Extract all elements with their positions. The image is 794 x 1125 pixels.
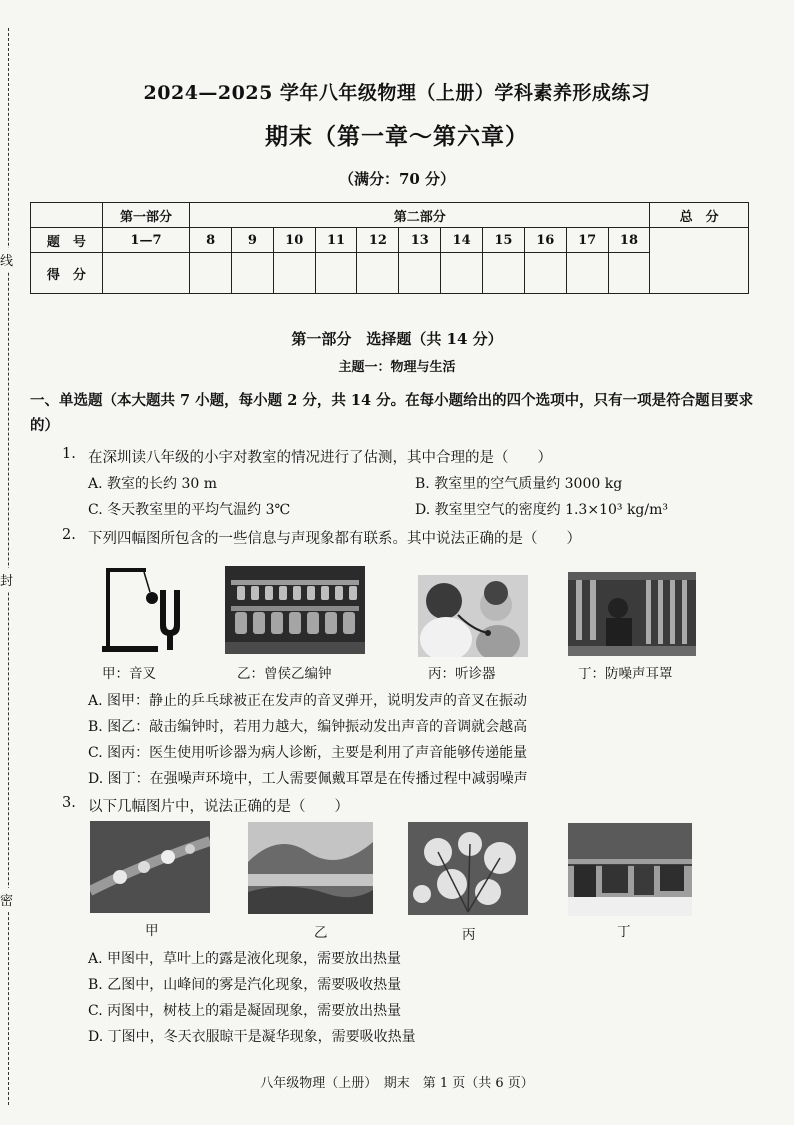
q3-option-d[interactable]: D. 丁图中，冬天衣服晾干是凝华现象，需要吸收热量 bbox=[88, 1029, 416, 1045]
section-instructions: 一、单选题（本大题共 7 小题，每小题 2 分，共 14 分。在每小题给出的四个选项中，只有一项是符合题目要求的） bbox=[30, 392, 754, 434]
q2-option-a[interactable]: A. 图甲：静止的乒乓球被正在发声的音叉弹开，说明发声的音叉在振动 bbox=[88, 693, 528, 709]
q3-caption-yi: 乙 bbox=[314, 925, 328, 941]
score-table-col: 8 bbox=[190, 228, 232, 253]
q2-caption-bing: 丙：听诊器 bbox=[428, 666, 496, 682]
frost-on-branch-image bbox=[408, 822, 528, 915]
score-table-col: 15 bbox=[483, 228, 525, 253]
score-cell-total[interactable] bbox=[650, 228, 749, 294]
bianzhong-bells-image bbox=[225, 566, 365, 654]
q1-number: 1. bbox=[62, 446, 76, 462]
q2-caption-yi: 乙：曾侯乙编钟 bbox=[237, 666, 332, 682]
q2-option-b[interactable]: B. 图乙：敲击编钟时，若用力越大，编钟振动发出声音的音调就会越高 bbox=[88, 719, 528, 735]
page-footer: 八年级物理（上册） 期末 第 1 页（共 6 页） bbox=[260, 1076, 534, 1091]
q1-option-b[interactable]: B. 教室里的空气质量约 3000 kg bbox=[415, 476, 623, 492]
score-table-col: 13 bbox=[399, 228, 441, 253]
score-table-row-label-score: 得 分 bbox=[31, 253, 103, 294]
score-cell[interactable] bbox=[315, 253, 357, 294]
q1-stem: 在深圳读八年级的小宇对教室的情况进行了估测，其中合理的是（ ） bbox=[88, 450, 552, 466]
q1-option-c[interactable]: C. 冬天教室里的平均气温约 3℃ bbox=[88, 502, 291, 518]
tuning-fork-image bbox=[98, 560, 188, 656]
score-table-col: 14 bbox=[441, 228, 483, 253]
frozen-clothes-image bbox=[568, 823, 692, 916]
score-table-col: 1—7 bbox=[102, 228, 190, 253]
section-theme: 主题一：物理与生活 bbox=[338, 360, 456, 375]
score-cell[interactable] bbox=[190, 253, 232, 294]
exam-subtitle: 期末（第一章～第六章） bbox=[265, 123, 529, 150]
q3-caption-ding: 丁 bbox=[617, 924, 631, 940]
q2-number: 2. bbox=[62, 527, 76, 543]
score-cell[interactable] bbox=[399, 253, 441, 294]
q2-caption-ding: 丁：防噪声耳罩 bbox=[578, 666, 673, 682]
q3-stem: 以下几幅图片中，说法正确的是（ ） bbox=[88, 799, 349, 815]
q2-stem: 下列四幅图所包含的一些信息与声现象都有联系。其中说法正确的是（ ） bbox=[88, 531, 581, 547]
section-title: 第一部分 选择题（共 14 分） bbox=[291, 330, 503, 348]
score-table-col: 12 bbox=[357, 228, 399, 253]
score-table-col: 9 bbox=[232, 228, 274, 253]
exam-title: 2024—2025 学年八年级物理（上册）学科素养形成练习 bbox=[143, 82, 651, 104]
binding-line bbox=[8, 28, 9, 1105]
q3-option-b[interactable]: B. 乙图中，山峰间的雾是汽化现象，需要吸收热量 bbox=[88, 977, 402, 993]
score-table-col: 18 bbox=[608, 228, 650, 253]
score-cell[interactable] bbox=[102, 253, 190, 294]
score-cell[interactable] bbox=[608, 253, 650, 294]
q3-caption-jia: 甲 bbox=[145, 923, 159, 939]
score-cell[interactable] bbox=[357, 253, 399, 294]
q3-caption-bing: 丙 bbox=[462, 927, 476, 943]
q2-option-c[interactable]: C. 图丙：医生使用听诊器为病人诊断，主要是利用了声音能够传递能量 bbox=[88, 745, 528, 761]
q2-option-d[interactable]: D. 图丁：在强噪声环境中，工人需要佩戴耳罩是在传播过程中减弱噪声 bbox=[88, 771, 528, 787]
q3-number: 3. bbox=[62, 795, 76, 811]
score-table-part2: 第二部分 bbox=[190, 203, 650, 228]
binding-char-xian: 线 bbox=[0, 248, 13, 271]
q3-option-c[interactable]: C. 丙图中，树枝上的霜是凝固现象，需要放出热量 bbox=[88, 1003, 402, 1019]
score-cell[interactable] bbox=[483, 253, 525, 294]
score-table-total: 总 分 bbox=[650, 203, 749, 228]
score-table-col: 17 bbox=[566, 228, 608, 253]
score-table-col: 11 bbox=[315, 228, 357, 253]
binding-char-feng: 封 bbox=[0, 568, 13, 591]
score-table-col: 16 bbox=[524, 228, 566, 253]
dew-on-grass-image bbox=[90, 821, 210, 913]
score-table-row-label-q: 题 号 bbox=[31, 228, 103, 253]
q1-option-d[interactable]: D. 教室里空气的密度约 1.3×10³ kg/m³ bbox=[415, 502, 668, 518]
q2-caption-jia: 甲：音叉 bbox=[102, 666, 156, 682]
score-table-part1: 第一部分 bbox=[102, 203, 190, 228]
score-cell[interactable] bbox=[524, 253, 566, 294]
score-table bbox=[30, 202, 749, 294]
binding-char-mi: 密 bbox=[0, 888, 13, 911]
score-cell[interactable] bbox=[441, 253, 483, 294]
q1-option-a[interactable]: A. 教室的长约 30 m bbox=[88, 476, 218, 492]
noise-earmuffs-image bbox=[568, 572, 696, 656]
score-table-col: 10 bbox=[273, 228, 315, 253]
stethoscope-image bbox=[418, 575, 528, 657]
score-cell[interactable] bbox=[566, 253, 608, 294]
q3-option-a[interactable]: A. 甲图中，草叶上的露是液化现象，需要放出热量 bbox=[88, 951, 402, 967]
score-cell[interactable] bbox=[273, 253, 315, 294]
score-table-corner bbox=[31, 203, 103, 228]
mountain-fog-image bbox=[248, 822, 373, 914]
full-score: （满分：70 分） bbox=[338, 170, 456, 188]
score-cell[interactable] bbox=[232, 253, 274, 294]
